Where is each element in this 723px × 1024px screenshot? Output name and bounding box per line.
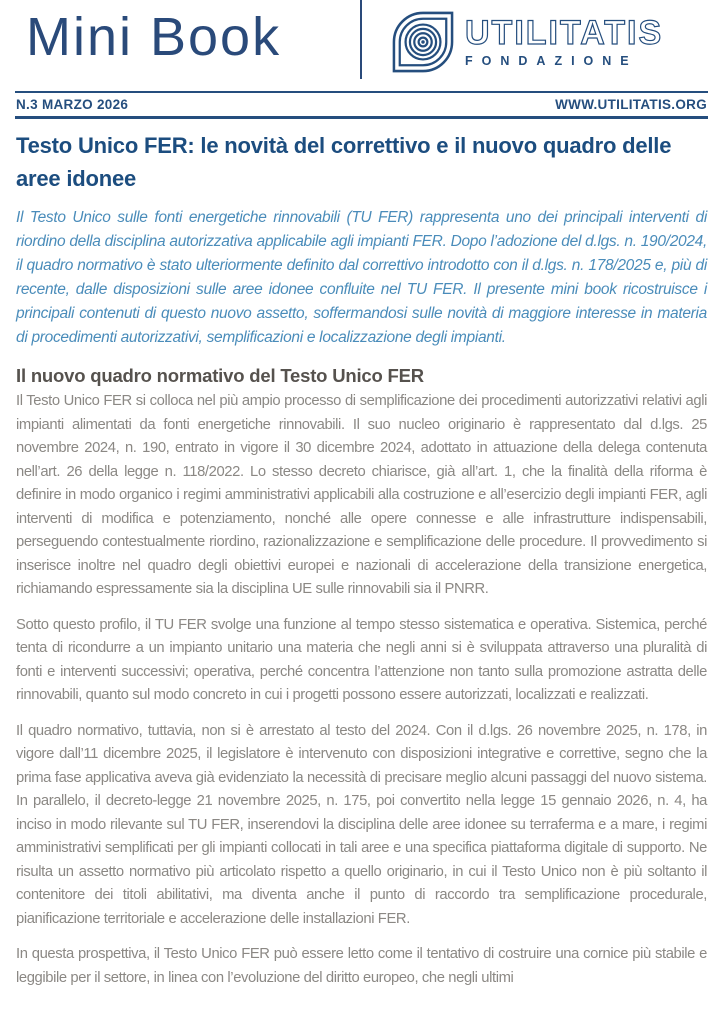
masthead-divider bbox=[360, 0, 362, 79]
article-title: Testo Unico FER: le novità del correttivo e il nuovo quadro delle aree idonee bbox=[16, 133, 672, 191]
utilitatis-leaf-spiral-icon bbox=[392, 11, 454, 73]
article-intro: Il Testo Unico sulle fonti energetiche rinnovabili (TU FER) rappresenta uno dei principali interventi di riordino della disciplina autorizzativa applicabile agli impianti FER. Dopo l’adozione del d.lgs. n. 190/2024, il quadro normativo è stato ulteriormente definito dal correttivo introdotto con il d.lgs. n. 178/2025 e, più di recente, dalle disposizioni sulle aree idonee confluite nel TU FER. Il presente mini book ricostruisce i principali contenuti di questo nuovo assetto, soffermandosi sulle novità di maggiore interesse in materia di procedimenti autorizzativi, semplificazioni e localizzazione degli impianti. bbox=[16, 209, 707, 346]
masthead bbox=[0, 0, 723, 119]
utilitatis-logo bbox=[392, 11, 663, 73]
website-link[interactable]: WWW.UTILITATIS.ORG bbox=[555, 97, 707, 112]
section-heading: Il nuovo quadro normativo del Testo Unico FER bbox=[16, 365, 424, 386]
issue-number: N.3 MARZO 2026 bbox=[16, 97, 129, 112]
body-paragraph-2: Sotto questo profilo, il TU FER svolge una funzione al tempo stesso sistematica e operativa. Sistemica, perché tenta di ricondurre a un impianto unitario una materia che negli anni si è sviluppata attraverso una pluralità di fonti e interventi successivi; operativa, perché concentra l’attenzione non tanto sulla promozione astratta delle rinnovabili, quanto sul modo concreto in cui i progetti possono essere autorizzati, localizzati e realizzati. bbox=[16, 616, 707, 703]
brand-title: Mini Book bbox=[26, 7, 282, 67]
body-paragraph-4: In questa prospettiva, il Testo Unico FER può essere letto come il tentativo di costruire una cornice più stabile e leggibile per il settore, in linea con l’evoluzione del diritto europeo, che negli ultimi bbox=[16, 946, 707, 986]
article bbox=[0, 119, 723, 990]
logo-subtitle: FONDAZIONE bbox=[465, 54, 638, 69]
issue-bar bbox=[15, 91, 708, 119]
logo-name: UTILITATIS bbox=[465, 13, 664, 52]
logo-wordmark bbox=[465, 13, 664, 69]
body-paragraph-3: Il quadro normativo, tuttavia, non si è arrestato al testo del 2024. Con il d.lgs. 26 novembre 2025, n. 178, in vigore dall’11 dicembre 2025, il legislatore è intervenuto con disposizioni integrative e correttive, segno che la prima fase applicativa aveva già evidenziato la necessità di precisare meglio alcuni passaggi del nuovo sistema. In parallelo, il decreto-legge 21 novembre 2025, n. 175, poi convertito nella legge 15 gennaio 2026, n. 4, ha inciso in modo rilevante sul TU FER, inserendovi la disciplina delle aree idonee su terraferma e a mare, i regimi amministrativi semplificati per gli impianti collocati in tali aree e una specifica piattaforma digitale di supporto. Ne risulta un assetto normativo più articolato rispetto a quello originario, in cui il Testo Unico non è più soltanto il contenitore dei titoli abilitativi, ma diventa anche il punto di raccordo tra semplificazione procedurale, pianificazione territoriale e accelerazione delle installazioni FER. bbox=[16, 722, 707, 927]
body-paragraph-1: Il Testo Unico FER si colloca nel più ampio processo di semplificazione dei procedimenti autorizzativi relativi agli impianti alimentati da fonti energetiche rinnovabili. Il suo nucleo originario è rappresentato dal d.lgs. 25 novembre 2024, n. 190, entrato in vigore il 30 dicembre 2024, adottato in attuazione della delega contenuta nell’art. 26 della legge n. 118/2022. Lo stesso decreto chiarisce, già all’art. 1, che la finalità della riforma è definire in modo organico i regimi amministrativi applicabili alla costruzione e all’esercizio degli impianti FER, agli interventi di modifica e potenziamento, nonché alle opere connesse e alle infrastrutture indispensabili, perseguendo contestualmente riordino, razionalizzazione e semplificazione delle procedure. Il provvedimento si inserisce inoltre nel quadro degli obiettivi europei e nazionali di accelerazione della transizione energetica, richiamando espressamente sia la disciplina UE sulle rinnovabili sia il PNRR. bbox=[16, 393, 707, 597]
